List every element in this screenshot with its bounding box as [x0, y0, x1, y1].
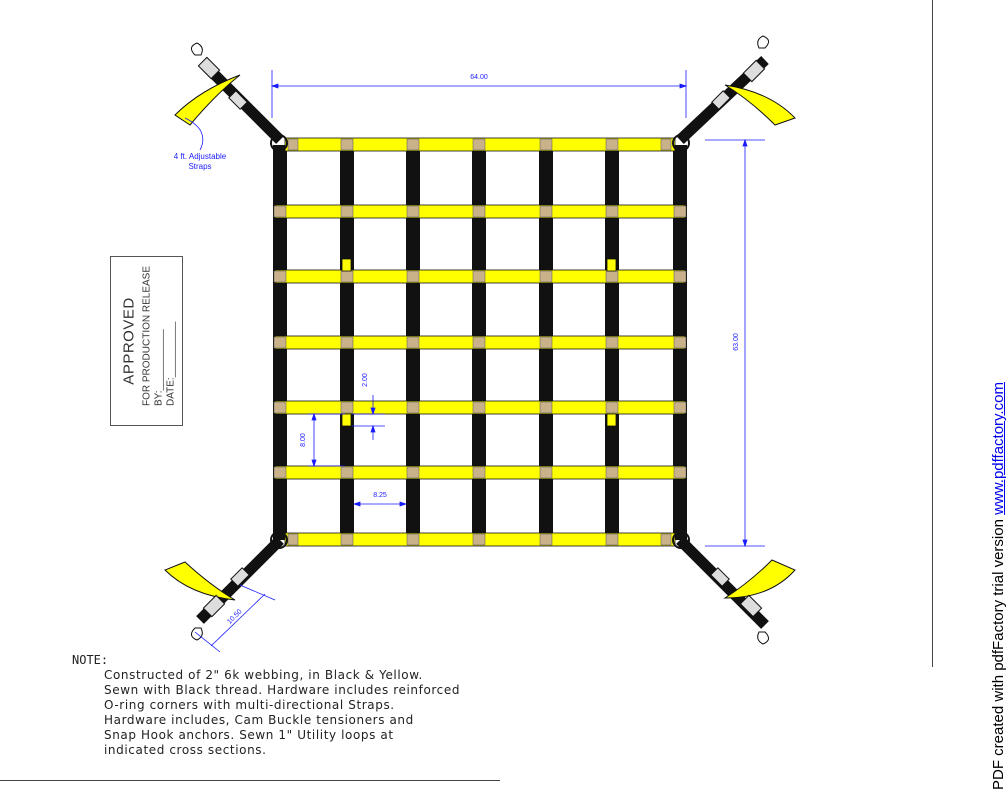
dimension-cell-height [308, 414, 345, 466]
approval-box [110, 256, 183, 426]
watermark-text: PDF created with pdfFactory trial version [990, 514, 1007, 790]
approval-date: DATE:__________ [165, 321, 176, 406]
dimension-strap-label: 10.50 [226, 608, 244, 626]
strap-top-right [680, 36, 795, 140]
dimension-loop-label: 2.00 [362, 373, 369, 387]
dimension-height-label: 63.00 [733, 333, 740, 351]
strap-top-left [175, 43, 280, 140]
strap-bottom-right [680, 540, 795, 644]
approval-subtitle: FOR PRODUCTION RELEASE [141, 265, 152, 406]
watermark-link[interactable]: www.pdffactory.com [990, 382, 1007, 515]
pdf-watermark [990, 382, 1007, 790]
strap-note [150, 152, 250, 172]
note-body: Constructed of 2" 6k webbing, in Black & Yellow. Sewn with Black thread. Hardware includes reinforced O-ring corners with multi-directional Straps. Hardware includes, Cam Buckle tensioners and Snap Hook anchors. Sewn 1" Utility loops at indicated cross sections. [104, 668, 461, 757]
strap-note-line2: Straps [188, 162, 212, 171]
note-title: NOTE: [72, 653, 109, 667]
dimension-cell-height-label: 8.00 [300, 433, 307, 447]
dimension-width-label: 64.00 [470, 74, 488, 81]
approval-by: BY:___________ [153, 329, 164, 406]
dimension-cell-width-label: 8.25 [373, 492, 387, 499]
strap-bottom-left [165, 540, 280, 640]
approval-title: APPROVED [120, 297, 137, 385]
strap-note-line1: 4 ft. Adjustable [173, 152, 227, 161]
dimension-cell-width [354, 502, 406, 506]
